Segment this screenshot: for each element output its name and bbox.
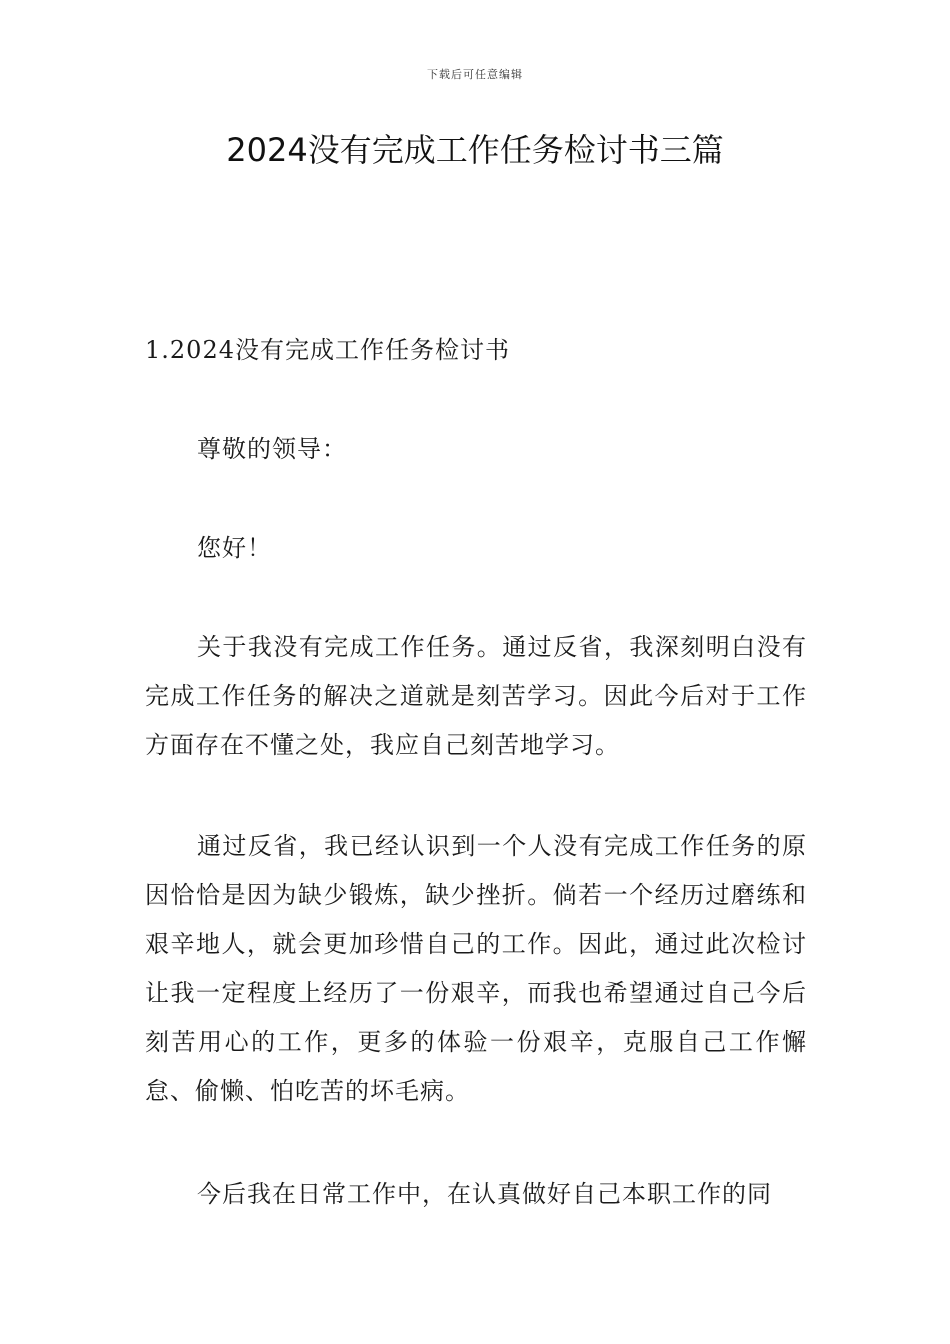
section-heading: 1.2024没有完成工作任务检讨书 <box>145 336 510 364</box>
document-title: 2024没有完成工作任务检讨书三篇 <box>226 131 724 169</box>
salutation: 尊敬的领导： <box>197 435 347 463</box>
paragraph: 今后我在日常工作中，在认真做好自己本职工作的同 <box>197 1180 772 1208</box>
paragraph: 通过反省，我已经认识到一个人没有完成工作任务的原因恰恰是因为缺少锻炼，缺少挫折。倘若一个经历过磨练和艰辛地人，就会更加珍惜自己的工作。因此，通过此次检讨让我一定程度上经历了一份艰辛，而我也希望通过自己今后刻苦用心的工作，更多的体验一份艰辛，克服自己工作懈怠、偷懒、怕吃苦的坏毛病。 <box>145 832 807 1105</box>
header-note: 下载后可任意编辑 <box>427 68 523 81</box>
greeting: 您好！ <box>197 534 272 562</box>
paragraph: 关于我没有完成工作任务。通过反省，我深刻明白没有完成工作任务的解决之道就是刻苦学习。因此今后对于工作方面存在不懂之处，我应自己刻苦地学习。 <box>145 633 807 759</box>
